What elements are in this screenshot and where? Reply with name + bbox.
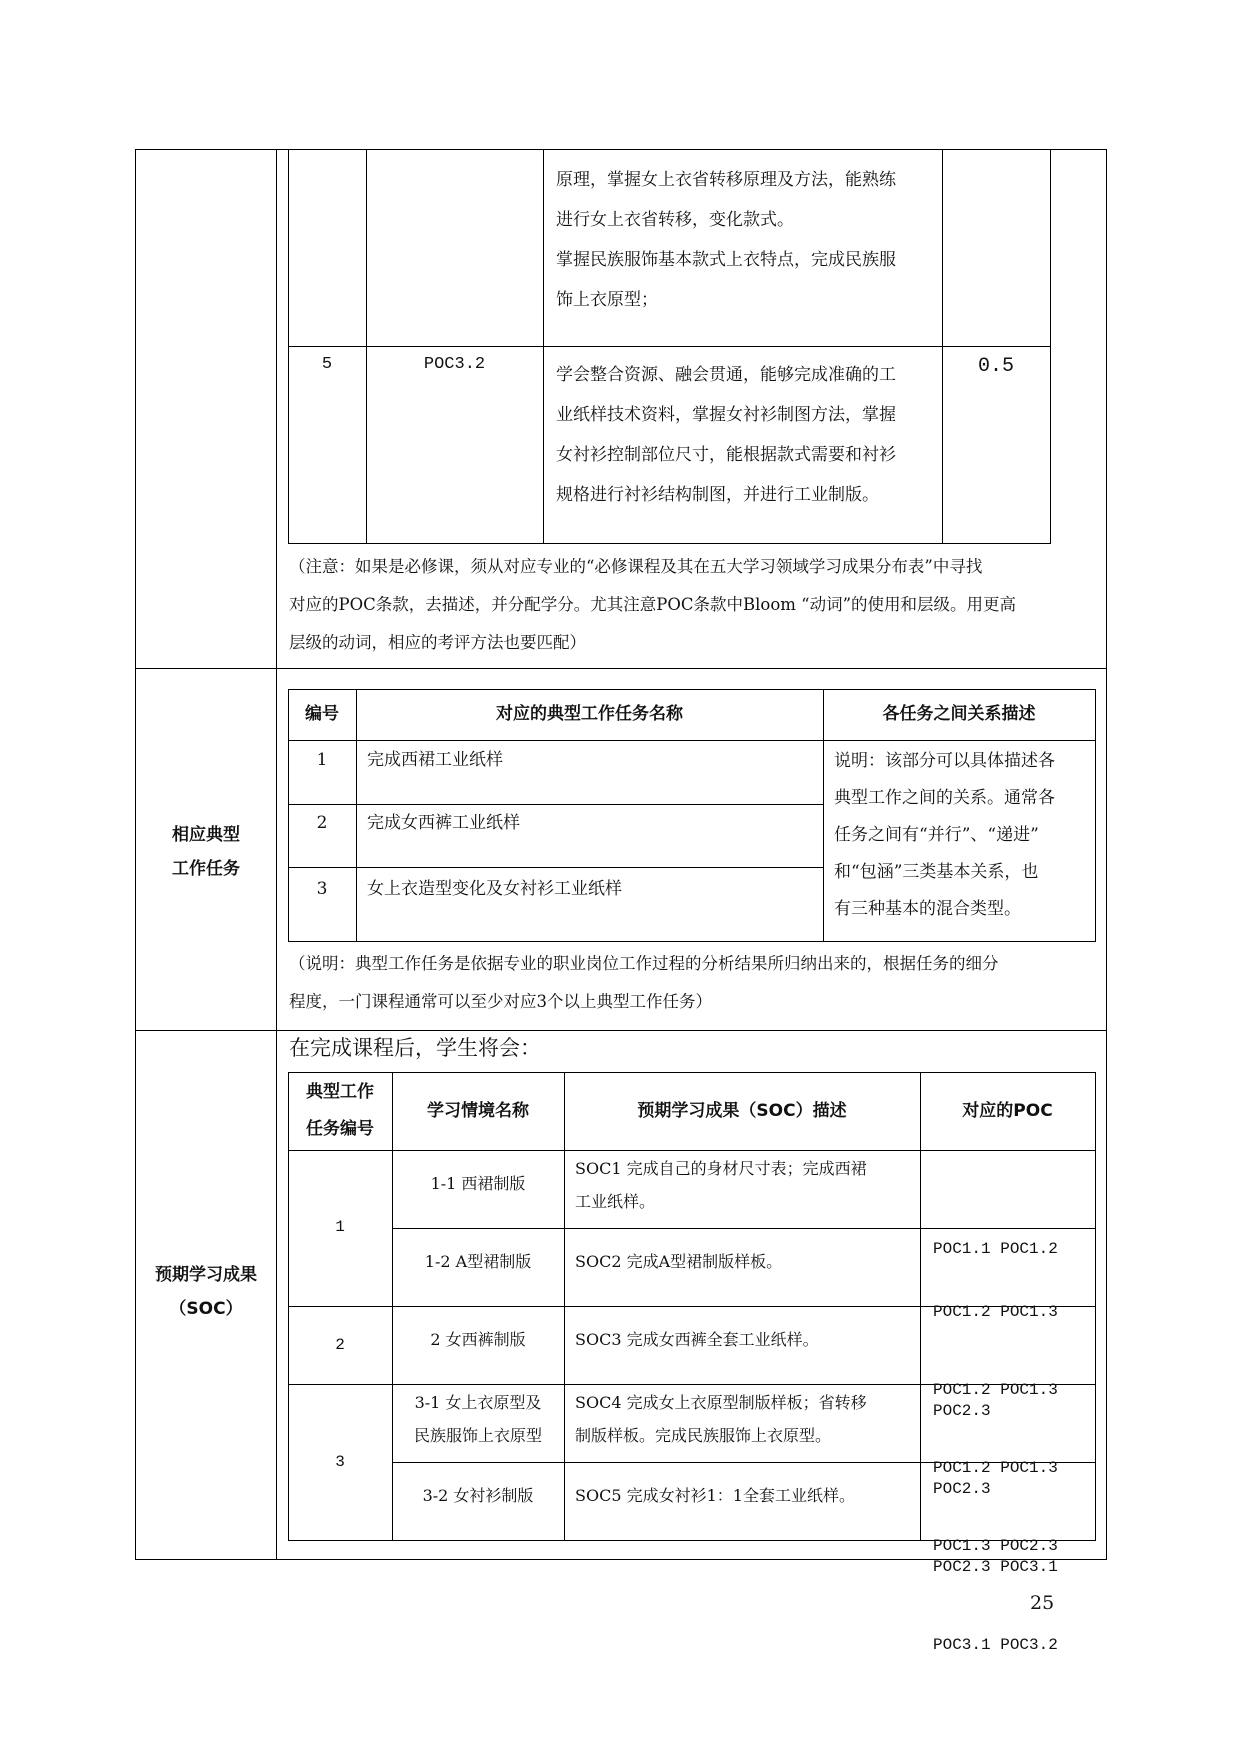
soc-group-2-number: 2 [335,1336,345,1354]
outer-label-divider [276,149,277,1560]
soc-row-3-poc: POC1.2 POC1.3 POC2.3 [933,1381,1058,1498]
task-row-3-name: 女上衣造型变化及女衬衫工业纸样 [367,879,622,899]
soc-header-poc: 对应的POC [962,1101,1053,1121]
tasks-relation-description: 说明：该部分可以具体描述各 典型工作之间的关系。通常各 任务之间有“并行”、“递进” 和“包涵”三类基本关系，也 有三种基本的混合类型。 [834,751,1055,919]
poc-row-5-code: POC3.2 [423,355,486,374]
soc-row-1-description: SOC1 完成自己的身材尺寸表；完成西裙 工业纸样。 [575,1159,867,1211]
page-number: 25 [1030,1592,1055,1614]
soc-row-5-situation: 3-2 女衬衫制版 [422,1486,534,1505]
tasks-header-number: 编号 [305,704,339,724]
soc-row-5-description: SOC5 完成女衬衫1：1全套工业纸样。 [575,1486,855,1505]
outer-top-border [135,149,1107,150]
outer-divider-2 [135,1030,1107,1031]
soc-row-3-description: SOC3 完成女西裤全套工业纸样。 [575,1330,819,1349]
outer-right-border [1106,149,1107,1560]
poc-note: （注意：如果是必修课，须从对应专业的“必修课程及其在五大学习领域学习成果分布表”中寻找 对应的POC条款，去描述，并分配学分。尤其注意POC条款中Bloom “动词”的使用和层级。用更高 层级的动词，相应的考评方法也要匹配） [289,557,1017,652]
tasks-header-name: 对应的典型工作任务名称 [496,704,683,724]
soc-intro: 在完成课程后，学生将会： [289,1036,541,1060]
poc-row-5-description: 学会整合资源、融会贯通，能够完成准确的工 业纸样技术资料，掌握女衬衫制图方法，掌握 女衬衫控制部位尺寸，能根据款式需要和衬衫 规格进行衬衫结构制图，并进行工业制版。 [556,365,896,505]
soc-row-2-description: SOC2 完成A型裙制版样板。 [575,1252,783,1271]
outer-divider-1 [135,668,1107,669]
soc-row-4-poc: POC1.2 POC1.3 POC2.3 POC3.1 [933,1459,1058,1576]
soc-row-4-situation: 3-1 女上衣原型及 民族服饰上衣原型 [413,1393,542,1445]
tasks-section-label: 相应典型 工作任务 [172,825,240,879]
soc-row-1-poc: POC1.1 POC1.2 [933,1240,1058,1258]
task-row-1-name: 完成西裙工业纸样 [367,750,503,770]
soc-row-3-situation: 2 女西裤制版 [430,1330,526,1349]
soc-row-2-poc: POC1.2 POC1.3 POC2.3 [933,1303,1058,1420]
poc-row-5-credit: 0.5 [977,355,1014,378]
soc-section-label: 预期学习成果 （SOC） [155,1265,257,1319]
tasks-note: （说明：典型工作任务是依据专业的职业岗位工作过程的分析结果所归纳出来的，根据任务的细分 程度，一门课程通常可以至少对应3个以上典型工作任务） [289,954,999,1011]
poc-row-prev-description: 原理，掌握女上衣省转移原理及方法，能熟练 进行女上衣省转移，变化款式。 掌握民族服饰基本款式上衣特点，完成民族服 饰上衣原型； [556,170,896,310]
soc-header-task-number: 典型工作 任务编号 [306,1082,374,1139]
task-row-2-name: 完成女西裤工业纸样 [367,813,520,833]
soc-row-4-description: SOC4 完成女上衣原型制版样板；省转移 制版样板。完成民族服饰上衣原型。 [575,1393,867,1445]
poc-row-5-number: 5 [321,355,333,374]
soc-header-soc: 预期学习成果（SOC）描述 [637,1101,847,1121]
soc-row-5-poc: POC1.3 POC2.3 POC3.1 POC3.2 [933,1537,1058,1654]
soc-group-1-number: 1 [335,1218,345,1236]
tasks-header-relation: 各任务之间关系描述 [882,704,1036,724]
task-row-1-number: 1 [316,750,328,770]
soc-header-situation: 学习情境名称 [427,1101,529,1121]
soc-row-2-situation: 1-2 A型裙制版 [424,1252,532,1271]
task-row-2-number: 2 [316,813,328,833]
soc-group-3-number: 3 [335,1453,345,1471]
task-row-3-number: 3 [316,879,328,899]
soc-row-1-situation: 1-1 西裙制版 [430,1174,526,1193]
